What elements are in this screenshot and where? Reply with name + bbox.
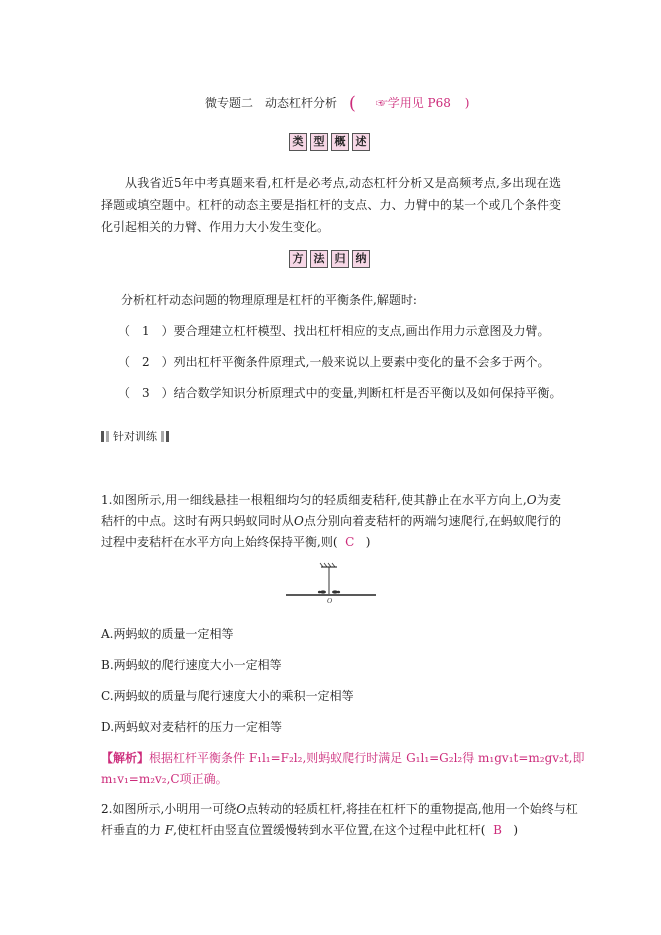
- method-step-3: [118, 386, 561, 400]
- q2-stem-text: 2.如图所示,小明用一可绕: [101, 802, 237, 816]
- force-f-label: F: [164, 823, 174, 837]
- ant-icon: [332, 590, 340, 593]
- training-text: 针对训练: [113, 430, 157, 443]
- training-label: [101, 428, 169, 444]
- section-char: 方: [289, 250, 307, 268]
- question-2-line-2: [101, 823, 518, 837]
- title-close-paren: ): [464, 96, 470, 110]
- section-char: 述: [352, 133, 370, 151]
- analysis-tag: 【解析】: [101, 751, 150, 765]
- analysis-line-2: m₁v₁=m₂v₂,C项正确。: [101, 772, 228, 786]
- point-o-label: O: [236, 802, 247, 816]
- bar-decoration-icon: [106, 431, 109, 442]
- q2-stem-text: 点转动的轻质杠杆,将挂在杠杆下的重物提高,他用一个始终与杠: [246, 802, 578, 816]
- q2-close-paren: ): [513, 823, 519, 837]
- bar-decoration-icon: [166, 431, 169, 442]
- bar-decoration-icon: [161, 431, 164, 442]
- option-d: D.两蚂蚁对麦秸杆的压力一定相等: [101, 720, 283, 734]
- title-open-paren: (: [348, 93, 356, 114]
- option-b: B.两蚂蚁的爬行速度大小一定相等: [101, 658, 282, 672]
- section-char: 纳: [352, 250, 370, 268]
- straw-lever-figure: [283, 562, 379, 604]
- page-reference: ☞学用见 P68: [375, 96, 451, 110]
- section-char: 概: [331, 133, 349, 151]
- q1-answer: C: [345, 535, 355, 549]
- q2-stem-text: ,使杠杆由竖直位置缓慢转到水平位置,在这个过程中此杠杆(: [173, 823, 486, 837]
- section-heading-overview: [289, 133, 370, 151]
- question-1-stem: [101, 490, 561, 553]
- section-char: 归: [331, 250, 349, 268]
- page-title-row: [205, 93, 470, 114]
- step-number: （ 3 ）: [118, 386, 174, 400]
- section-char: 型: [310, 133, 328, 151]
- question-2-line-1: [101, 802, 578, 816]
- pivot-o-label: O: [327, 597, 333, 604]
- option-c: C.两蚂蚁的质量与爬行速度大小的乘积一定相等: [101, 689, 354, 703]
- point-o-label: O: [293, 514, 304, 528]
- step-text: 结合数学知识分析原理式中的变量,判断杠杆是否平衡以及如何保持平衡。: [173, 386, 562, 400]
- q2-answer: B: [493, 823, 502, 837]
- point-o-label: O: [526, 493, 537, 507]
- overview-paragraph: 从我省近5年中考真题来看,杠杆是必考点,动态杠杆分析又是高频考点,多出现在选择题或填空题中。杠杆的动态主要是指杠杆的支点、力、力臂中的某一个或几个条件变化引起相关的力臂、作用力大小发生变化。: [101, 176, 561, 234]
- q1-stem-text: 1.如图所示,用一细线悬挂一根粗细均匀的轻质细麦秸秆,使其静止在水平方向上,: [101, 493, 527, 507]
- ant-icon: [318, 590, 326, 593]
- step-number: （ 1 ）: [118, 324, 174, 338]
- section-char: 类: [289, 133, 307, 151]
- page-title: 微专题二 动态杠杆分析: [205, 96, 338, 110]
- method-step-2: [118, 355, 549, 369]
- q2-stem-text: 杆垂直的力: [101, 823, 162, 837]
- analysis-text: 根据杠杆平衡条件 F₁l₁=F₂l₂,则蚂蚁爬行时满足 G₁l₁=G₂l₂得 m₁gv₁t=m₂gv₂t,即: [149, 751, 585, 765]
- section-heading-method: [289, 250, 370, 268]
- step-number: （ 2 ）: [118, 355, 174, 369]
- method-intro: 分析杠杆动态问题的物理原理是杠杆的平衡条件,解题时:: [121, 293, 417, 307]
- section-char: 法: [310, 250, 328, 268]
- step-text: 列出杠杆平衡条件原理式,一般来说以上要素中变化的量不会多于两个。: [173, 355, 550, 369]
- q1-close-paren: ): [365, 535, 371, 549]
- step-text: 要合理建立杠杆模型、找出杠杆相应的支点,画出作用力示意图及力臂。: [173, 324, 550, 338]
- method-step-1: [118, 324, 549, 338]
- analysis-line-1: [101, 751, 584, 765]
- bar-decoration-icon: [101, 431, 104, 442]
- q1-stem-text: 为麦秸杆的中点。这时有两只蚂蚁同时从: [101, 493, 561, 528]
- q1-stem-text: 点分别向着麦秸杆的两端匀速爬行,在蚂蚁爬行的过程中麦秸杆在水平方向上始终保持平衡,则(: [101, 514, 561, 549]
- option-a: A.两蚂蚁的质量一定相等: [101, 627, 234, 641]
